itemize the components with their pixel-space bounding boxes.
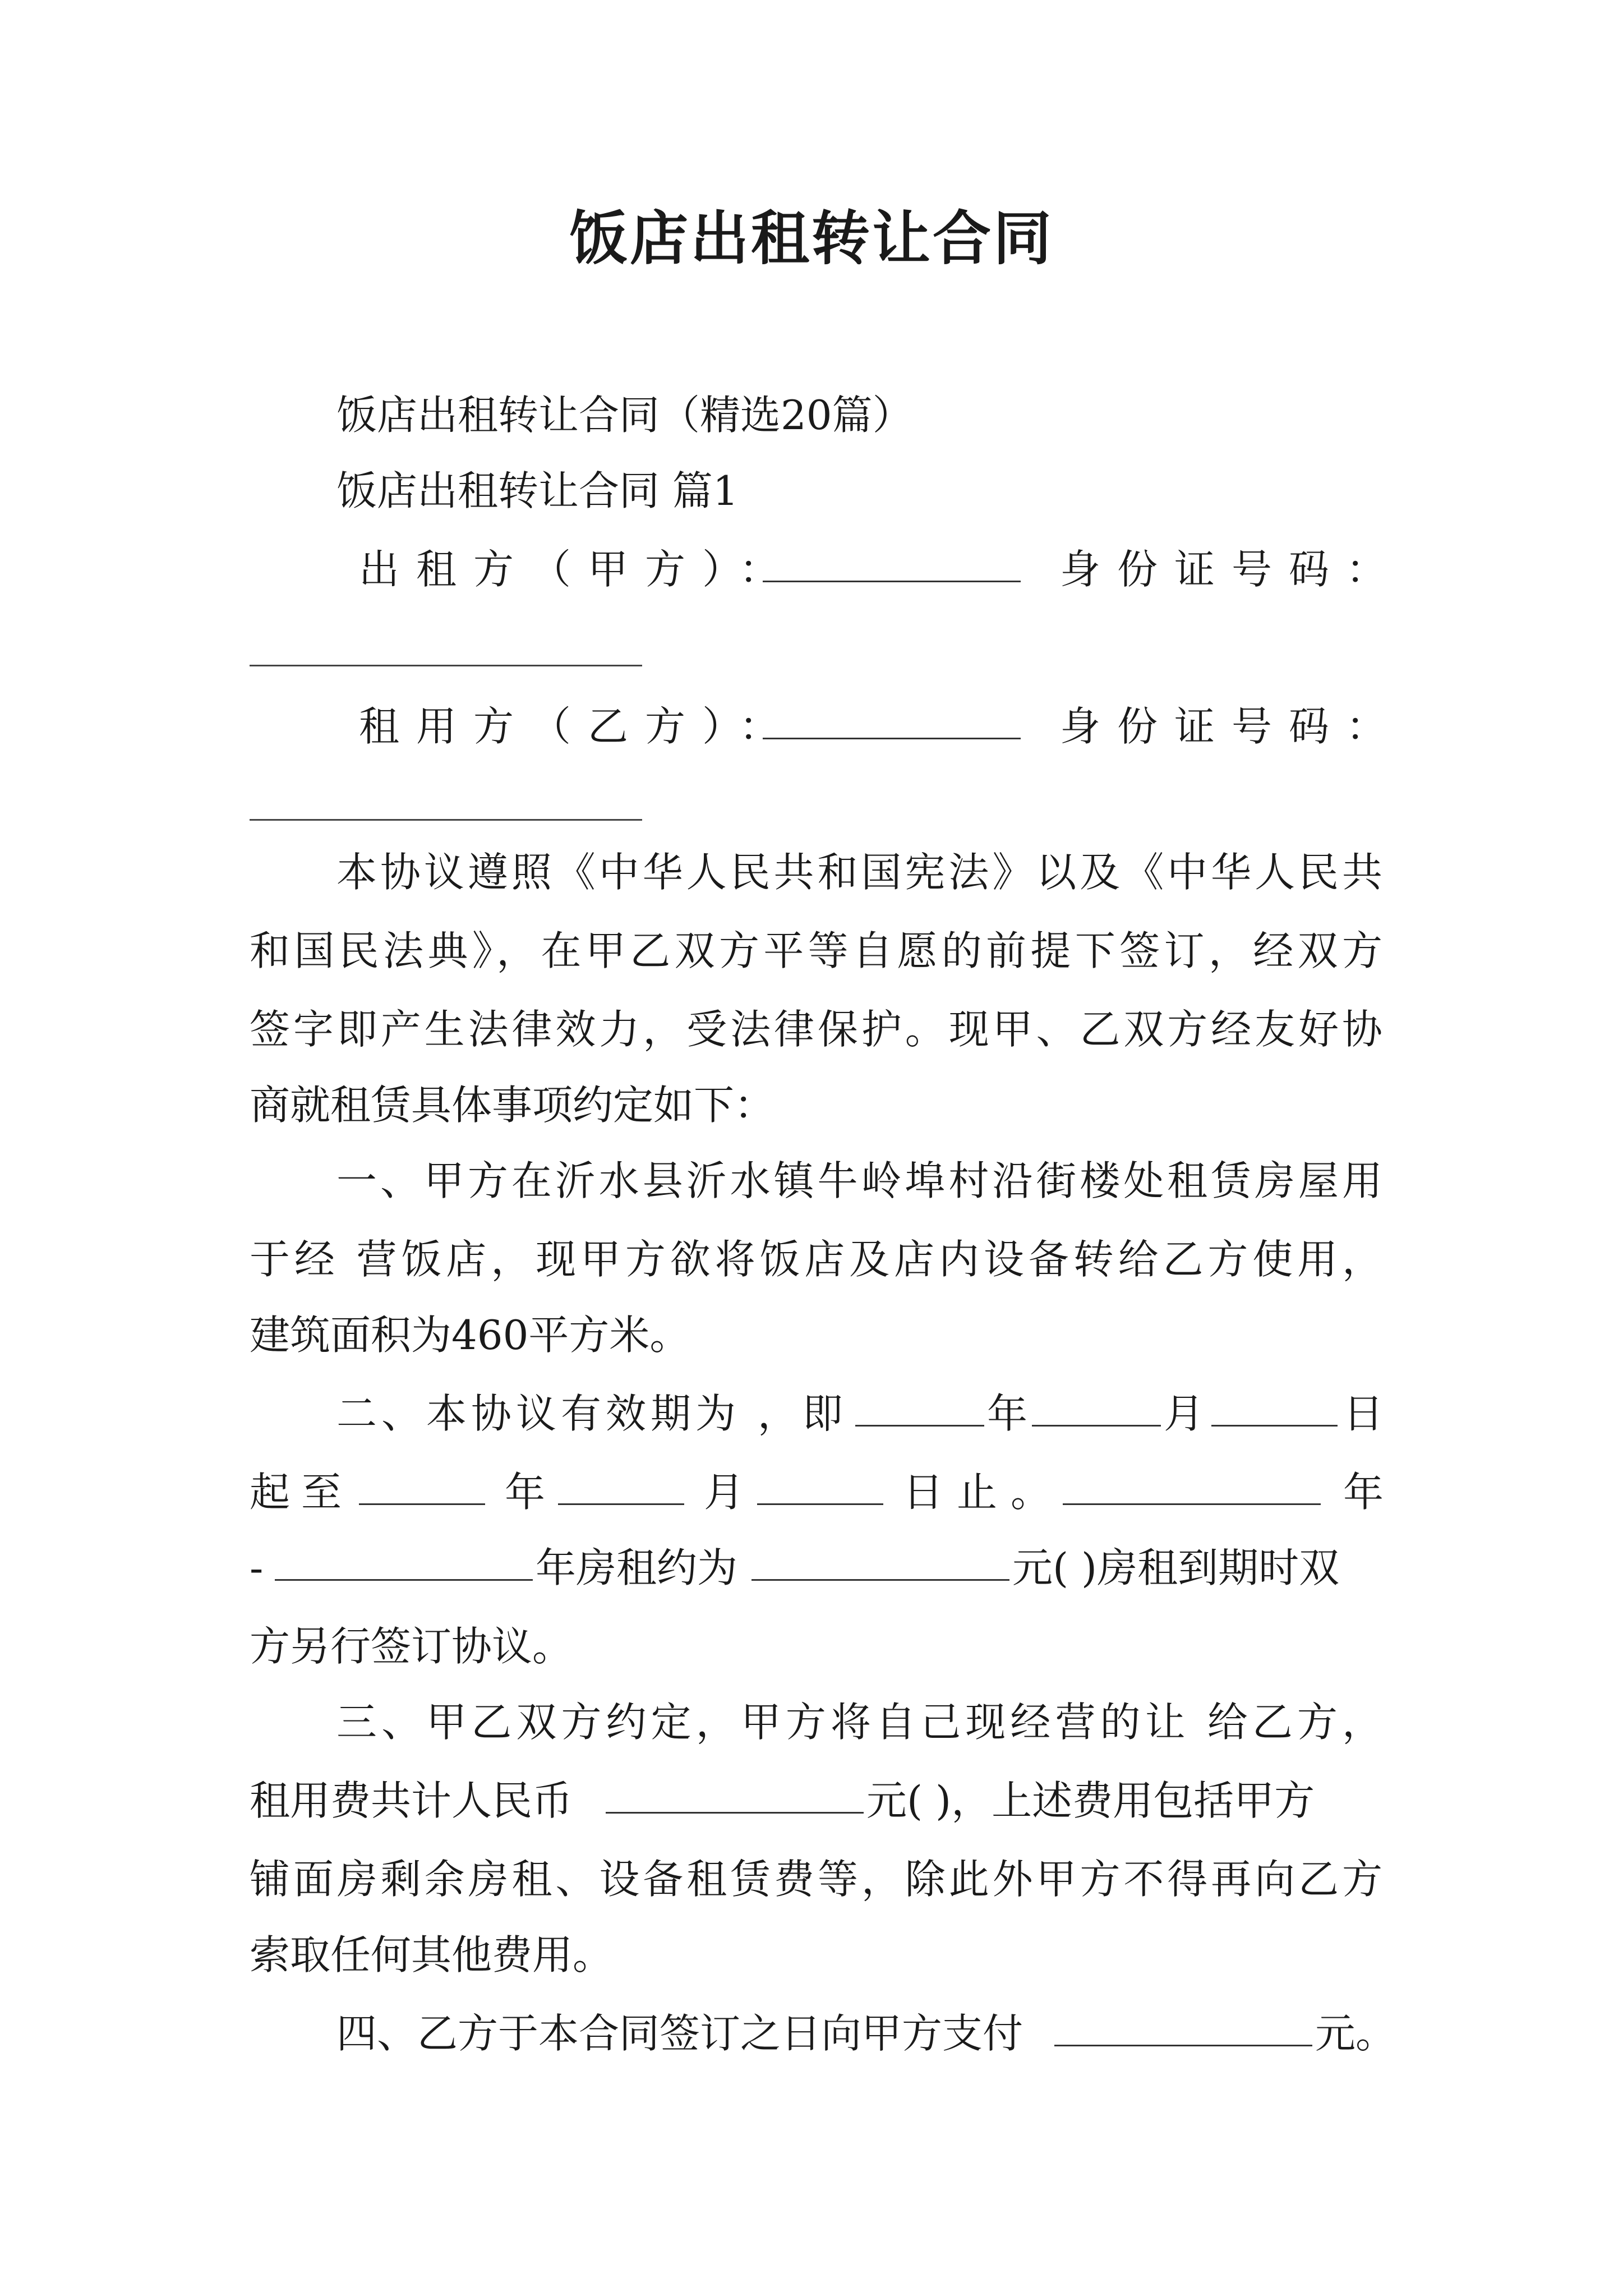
party-b-name-blank: [763, 698, 1021, 739]
clause2-rent-end: 元( )房租到期时双: [1012, 1544, 1340, 1591]
clause2-intro: 二、本协议有效期为 ，即: [336, 1390, 847, 1437]
clause3-line-3: 铺面房剩余房租、设备租赁费等，除此外甲方不得再向乙方: [250, 1856, 1382, 1903]
clause4-end: 元。: [1315, 2010, 1396, 2057]
end-month-label: 月: [704, 1469, 745, 1516]
intro-line-4: 商就租赁具体事项约定如下：: [250, 1082, 775, 1129]
clause2-from-label: 起至: [250, 1469, 353, 1516]
clause4-label: 四、乙方于本合同签订之日向甲方支付: [336, 2010, 1023, 2057]
clause2-line-4: 方另行签订协议。: [250, 1623, 573, 1670]
start-year-label: 年: [987, 1390, 1028, 1437]
end-day-label: 日止。: [903, 1469, 1065, 1516]
party-b-label: 租用方（乙方）：: [359, 703, 797, 750]
term-end-year-blank: [275, 1540, 533, 1581]
clause1-line-1: 一、甲方在沂水县沂水镇牛岭埠村沿街楼处租赁房屋用: [336, 1157, 1382, 1204]
clause3-fee-end: 元( )，上述费用包括甲方: [866, 1777, 1315, 1824]
end-year-label: 年: [505, 1469, 546, 1516]
end-year-blank: [359, 1464, 485, 1505]
clause1-line-2: 于经 营饭店，现甲方欲将饭店及店内设备转给乙方使用，: [250, 1236, 1382, 1283]
section-heading: 饭店出租转让合同 篇1: [336, 467, 739, 514]
payment-amount-blank: [1054, 2005, 1312, 2046]
term-year-label: 年: [1343, 1469, 1384, 1516]
start-month-blank: [1032, 1386, 1161, 1427]
rent-amount-blank: [751, 1540, 1009, 1581]
clause3-fee-label: 租用费共计人民币: [250, 1777, 573, 1824]
party-a-label: 出租方（甲方）：: [359, 546, 797, 593]
end-day-blank: [757, 1464, 883, 1505]
start-year-blank: [855, 1386, 984, 1427]
party-a-id-label: 身份证号码：: [1060, 546, 1404, 593]
intro-line-2: 和国民法典》，在甲乙双方平等自愿的前提下签订，经双方: [250, 927, 1382, 974]
clause1-line-3: 建筑面积为460平方米。: [250, 1312, 690, 1359]
start-day-blank: [1211, 1386, 1338, 1427]
clause3-line-4: 索取任何其他费用。: [250, 1931, 614, 1978]
start-day-label: 日: [1343, 1390, 1384, 1437]
fee-amount-blank: [606, 1773, 864, 1814]
start-month-label: 月: [1164, 1390, 1205, 1437]
party-a-name-blank: [763, 541, 1021, 582]
term-year-blank: [1063, 1464, 1321, 1505]
party-b-id-blank: [250, 819, 642, 821]
clause2-dash: -: [250, 1544, 264, 1591]
intro-line-1: 本协议遵照《中华人民共和国宪法》以及《中华人民共: [336, 849, 1382, 896]
clause2-rent-label: 年房租约为: [536, 1544, 738, 1591]
party-a-id-blank: [250, 665, 642, 666]
party-b-id-label: 身份证号码：: [1060, 703, 1404, 750]
intro-line-3: 签字即产生法律效力，受法律保护。现甲、乙双方经友好协: [250, 1006, 1382, 1053]
document-subtitle: 饭店出租转让合同（精选20篇）: [336, 392, 913, 439]
document-title: 饭店出租转让合同: [569, 204, 1054, 273]
end-month-blank: [558, 1464, 684, 1505]
clause3-line-1: 三、甲乙双方约定，甲方将自己现经营的让 给乙方，: [336, 1699, 1382, 1746]
